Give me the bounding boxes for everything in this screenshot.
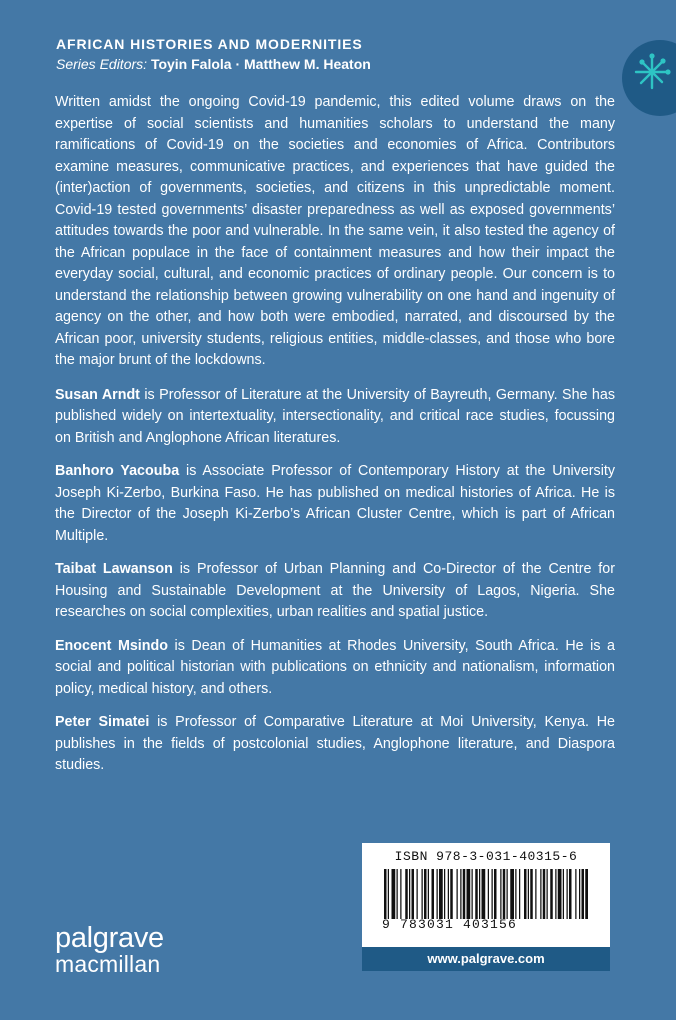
- barcode-bar: [582, 869, 585, 919]
- contributor-bio: [55, 712, 615, 777]
- barcode-bar: [388, 869, 389, 919]
- barcode-bar: [463, 869, 466, 919]
- ean-digits: 9 783031 403156: [382, 917, 518, 932]
- barcode-bar: [567, 869, 568, 919]
- book-description: Written amidst the ongoing Covid-19 pandemic, this edited volume draws on the expertise of social scientists and humanities scholars to understand the many ramifications of Covid-19 on the societies and economies of Africa. Contributors examine measures, communicative practices, and experiences that have guided the (inter)action of governments, societies, and citizens in this unpredictable moment. Covid-19 tested governments’ disaster preparedness as well as exposed governments’ attitudes towards the poor and vulnerable. In the same vein, it also tested the agency of the African populace in the face of containment measures and how their impact the everyday social, cultural, and economic practices of ordinary people. Our concern is to understand the relationship between growing vulnerability on one hand and ingenuity of agency on the other, and how both were embodied, narrated, and discoursed by the African poor, university students, religious entities, middle-classes, and those who bore the major brunt of the lockdowns.: [55, 94, 615, 368]
- barcode-bar: [417, 869, 418, 919]
- barcode-bar: [412, 869, 415, 919]
- series-editors: [56, 56, 371, 72]
- contributor-bio-text: is Associate Professor of Contemporary History at the University Joseph Ki-Zerbo, Burkina Faso. He has published on medical histories of Africa. He is the Director of the Joseph Ki-Zerbo’s African Cluster Centre, which is part of African Multiple.: [55, 463, 615, 544]
- barcode-bar: [437, 869, 438, 919]
- palgrave-corner-badge: [622, 40, 676, 116]
- barcode-bar: [585, 869, 588, 919]
- barcode-bar: [457, 869, 458, 919]
- barcode-panel: [362, 843, 610, 971]
- barcode-bar: [515, 869, 516, 919]
- contributor-name: Peter Simatei: [55, 714, 150, 730]
- series-editors-label: Series Editors:: [56, 56, 148, 72]
- contributor-name: Banhoro Yacouba: [55, 463, 180, 479]
- barcode-bar: [424, 869, 427, 919]
- contributor-bio-text: is Professor of Literature at the University of Bayreuth, Germany. She has published widely on intertextuality, intersectionality, and critical race studies, focussing on British and Anglophone African literatures.: [55, 386, 615, 446]
- barcode-bar: [550, 869, 553, 919]
- barcode-bar: [397, 869, 398, 919]
- contributor-bio: [55, 385, 615, 450]
- barcode-bar: [530, 869, 533, 919]
- barcode-bar: [444, 869, 445, 919]
- barcode-bar: [475, 869, 478, 919]
- barcode-bar: [428, 869, 429, 919]
- barcode-bar: [494, 869, 497, 919]
- barcode-bar: [547, 869, 548, 919]
- barcode-bar: [479, 869, 480, 919]
- barcode-bar: [432, 869, 435, 919]
- barcode-bar: [450, 869, 453, 919]
- barcode-bar: [543, 869, 546, 919]
- barcode-bar: [488, 869, 489, 919]
- barcode-bar: [409, 869, 410, 919]
- contributor-bio: [55, 636, 615, 701]
- publisher-logo-palgrave: palgrave: [55, 922, 164, 954]
- barcode-bar: [482, 869, 486, 919]
- barcode-bar: [405, 869, 408, 919]
- barcode-bar: [519, 869, 520, 919]
- palgrave-logo-icon: [630, 50, 674, 94]
- contributor-bio-text: is Professor of Urban Planning and Co-Director of the Centre for Housing and Sustainable Development at the University of Lagos, Nigeria. She researches on social complexities, urban realities and spatial justice.: [55, 561, 615, 620]
- series-title: AFRICAN HISTORIES AND MODERNITIES: [56, 36, 363, 52]
- barcode-bar: [503, 869, 506, 919]
- back-cover-content: [55, 92, 615, 789]
- barcode-bar: [579, 869, 580, 919]
- barcode-bar: [510, 869, 514, 919]
- website-link[interactable]: www.palgrave.com: [362, 947, 610, 971]
- contributor-name: Taibat Lawanson: [55, 561, 173, 577]
- barcode-bar: [467, 869, 471, 919]
- barcode-bar: [507, 869, 508, 919]
- barcode-bar: [422, 869, 423, 919]
- barcode-icon: [384, 869, 588, 919]
- barcode-bar: [563, 869, 564, 919]
- barcode-bar: [460, 869, 461, 919]
- contributor-bio-text: is Dean of Humanities at Rhodes University, South Africa. He is a social and political historian with publications on ethnicity and nationalism, information policy, medical history, and others.: [55, 637, 615, 697]
- isbn-label: ISBN 978-3-031-40315-6: [394, 849, 578, 864]
- contributor-bio-text: is Professor of Comparative Literature at Moi University, Kenya. He publishes in the fields of postcolonial studies, Anglophone literature, and Diaspora studies.: [55, 714, 616, 773]
- barcode-bar: [569, 869, 572, 919]
- barcode-bar: [540, 869, 541, 919]
- barcode-bar: [500, 869, 501, 919]
- barcode-bar: [528, 869, 529, 919]
- barcode-bar: [524, 869, 527, 919]
- contributor-bio: [55, 559, 615, 624]
- barcode-bar: [492, 869, 493, 919]
- contributor-bio: [55, 461, 615, 547]
- barcode-bar: [392, 869, 396, 919]
- barcode-bar: [439, 869, 443, 919]
- barcode-bar: [558, 869, 562, 919]
- barcode-bar: [400, 869, 401, 919]
- series-editors-names: Toyin Falola · Matthew M. Heaton: [150, 56, 371, 72]
- barcode-bar: [384, 869, 387, 919]
- barcode-bar: [535, 869, 536, 919]
- publisher-logo-macmillan: macmillan: [55, 951, 161, 977]
- barcode-bar: [575, 869, 576, 919]
- barcode-bar: [555, 869, 556, 919]
- barcode-bar: [472, 869, 473, 919]
- contributor-name: Susan Arndt: [55, 386, 140, 403]
- contributor-name: Enocent Msindo: [55, 637, 168, 654]
- barcode-bar: [448, 869, 449, 919]
